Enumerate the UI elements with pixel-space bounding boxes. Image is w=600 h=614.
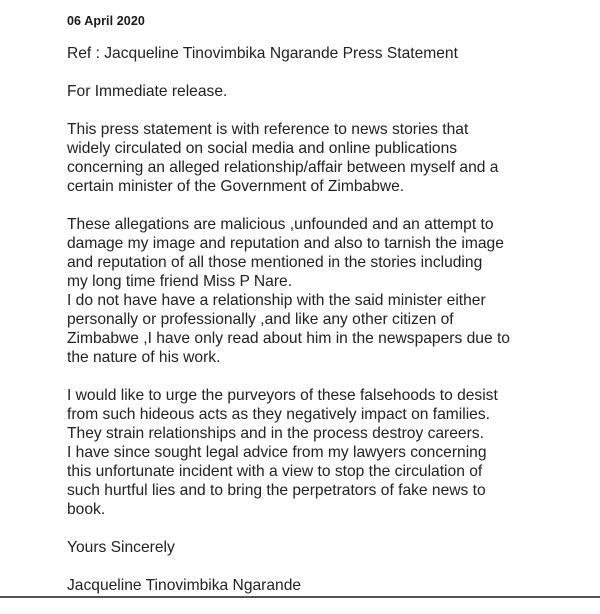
text-line: damage my image and reputation and also to tarnish the image [67,235,504,252]
text-line: I do not have have a relationship with the said minister either [67,292,486,309]
reference-line: Ref : Jacqueline Tinovimbika Ngarande Press Statement [67,45,458,62]
text-line: my long time friend Miss P Nare. [67,273,293,290]
paragraph-reference [67,120,592,196]
text-line: this unfortunate incident with a view to stop the circulation of [67,463,483,480]
text-line: I would like to urge the purveyors of these falsehoods to desist [67,387,498,404]
bottom-divider [0,596,600,598]
text-line: the nature of his work. [67,349,221,366]
paragraph-allegations [67,215,592,291]
text-line: such hurtful lies and to bring the perpetrators of fake news to [67,482,486,499]
text-line: personally or professionally ,and like any other citizen of [67,311,454,328]
paragraph-appeal [67,386,592,519]
text-line: Zimbabwe ,I have only read about him in the newspapers due to [67,330,510,347]
text-line: book. [67,501,106,518]
text-line: certain minister of the Government of Zimbabwe. [67,178,405,195]
signature-name: Jacqueline Tinovimbika Ngarande [67,577,302,594]
text-line: concerning an alleged relationship/affair between myself and a [67,159,499,176]
text-line: widely circulated on social media and online publications [67,140,458,157]
text-line: I have since sought legal advice from my lawyers concerning [67,444,487,461]
text-line: and reputation of all those mentioned in the stories including [67,254,483,271]
text-line: This press statement is with reference to news stories that [67,121,469,138]
text-line: They strain relationships and in the process destroy careers. [67,425,484,442]
closing-line: Yours Sincerely [67,539,175,556]
release-line: For Immediate release. [67,83,228,100]
statement-body [67,44,592,614]
statement-date: 06 April 2020 [67,14,145,28]
paragraph-denial [67,291,592,367]
text-line: from such hideous acts as they negatively impact on families. [67,406,490,423]
text-line: These allegations are malicious ,unfounded and an attempt to [67,216,494,233]
